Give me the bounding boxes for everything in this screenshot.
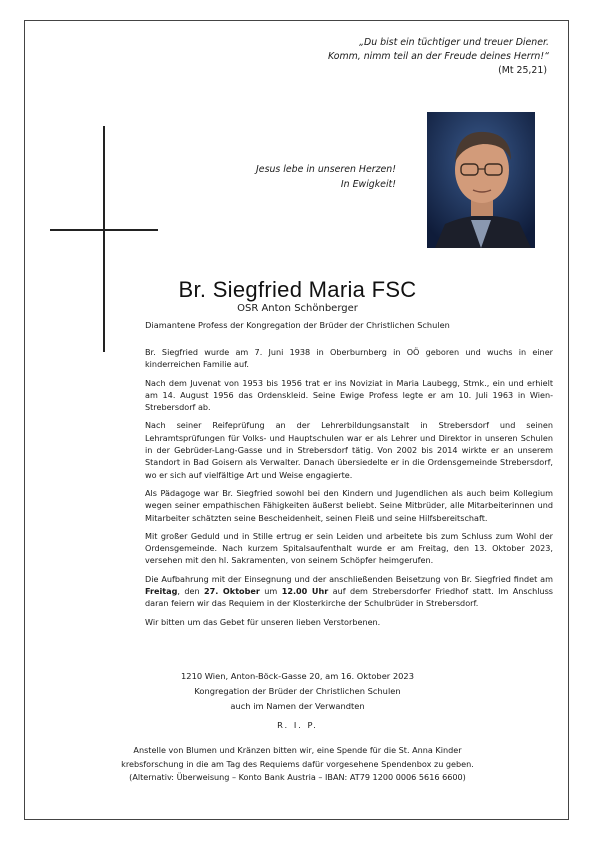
rip-text: R. I. P. [277,720,318,730]
place-date: 1210 Wien, Anton-Böck-Gasse 20, am 16. Oktober 2023 [181,671,414,681]
paragraph-birth: Br. Siegfried wurde am 7. Juni 1938 in Oberburnberg in OÖ geboren und wuchs in einer kinderreichen Familie auf. [145,347,553,370]
donation-note [0,744,595,785]
obituary-text [145,346,553,634]
motto-line-1: Jesus lebe in unseren Herzen! [256,164,396,175]
quote-line-2: Komm, nimm teil an der Freude deines Herrn!“ [327,51,549,62]
profession-line: Diamantene Profess der Kongregation der Brüder der Christlichen Schulen [145,320,450,330]
civil-name: OSR Anton Schönberger [237,303,358,314]
quote-line-1: „Du bist ein tüchtiger und treuer Diener. [359,37,549,48]
portrait-photo [427,112,535,248]
funeral-day: Freitag [145,586,178,597]
bible-quote [219,36,549,78]
paragraph-pedagogue: Als Pädagoge war Br. Siegfried sowohl bei den Kindern und Jugendlichen als auch beim Kollegium wegen seiner empathischen Fähigkeiten äußerst beliebt. Seine Mitbrüder, alle Mitarbeiterinnen und Mitarbeiter schätzten seine Bescheidenheit, seinen Fleiß und seine Hilfsbereitschaft. [145,487,553,523]
quote-reference: (Mt 25,21) [498,65,547,76]
donation-line-2: krebsforschung in die am Tag des Requiems dafür vorgesehene Spendenbox zu geben. [121,758,474,769]
funeral-date: 27. Oktober [203,586,260,597]
paragraph-prayer: Wir bitten um das Gebet für unseren lieben Verstorbenen. [145,616,381,627]
funeral-time: 12.00 Uhr [281,586,329,597]
paragraph-death: Mit großer Geduld und in Stille ertrug er sein Leiden und arbeitete bis zum Schluss zum Wohl der Ordensgemeinde. Nach kurzem Spitalsaufenthalt wurde er am Freitag, den 13. Oktober 2023, versehen mit den hl. Sakramenten, von seinem Schöpfer heimgerufen. [145,530,553,566]
cross-icon-horizontal [50,229,158,231]
funeral-text-2: , den [177,586,204,597]
paragraph-career: Nach seiner Reifeprüfung an der Lehrerbildungsanstalt in Strebersdorf und seinen Lehramtsprüfungen für Volks- und Hauptschulen war er als Lehrer und Direktor in unseren Schulen in der Gebrüder-Lang-Gasse und in Strebersdorf tätig. Von 2002 bis 2014 wirkte er an unserem Standort in Bad Goisern als Verwalter. Danach übersiedelte er in die Ordensgemeinde Strebersdorf, wo er sich auf vielfältige Art und Weise engagierte. [145,420,553,480]
cross-icon-vertical [103,126,105,352]
paragraph-novitiate: Nach dem Juvenat von 1953 bis 1956 trat er ins Noviziat in Maria Laubegg, Stmk., ein und erhielt am 14. August 1956 das Ordenskleid. Seine Ewige Profess legte er am 10. Juli 1963 in Wien-Strebersdorf ab. [145,377,553,413]
deceased-name: Br. Siegfried Maria FSC [178,277,417,302]
portrait-image [427,112,535,248]
funeral-text-4: auf dem Strebersdorfer Friedhof statt. Im Anschluss daran feiern wir das Requiem in der Klosterkirche der Schulbrüder in Strebersdorf. [145,586,554,609]
relatives-line: auch im Namen der Verwandten [230,701,365,711]
paragraph-funeral [145,573,553,610]
donation-line-1: Anstelle von Blumen und Kränzen bitten wir, eine Spende für die St. Anna Kinder [133,745,462,755]
donation-line-3: (Alternativ: Überweisung – Konto Bank Austria – IBAN: AT79 1200 0006 5616 6600) [129,772,466,782]
funeral-text-1: Die Aufbahrung mit der Einsegnung und der anschließenden Beisetzung von Br. Siegfried findet am [145,573,553,584]
motto-line-2: In Ewigkeit! [340,179,396,190]
congregation-signature: Kongregation der Brüder der Christlichen Schulen [194,686,401,696]
closing-block [0,669,595,733]
funeral-text-3: um [259,586,282,597]
motto [210,162,396,192]
